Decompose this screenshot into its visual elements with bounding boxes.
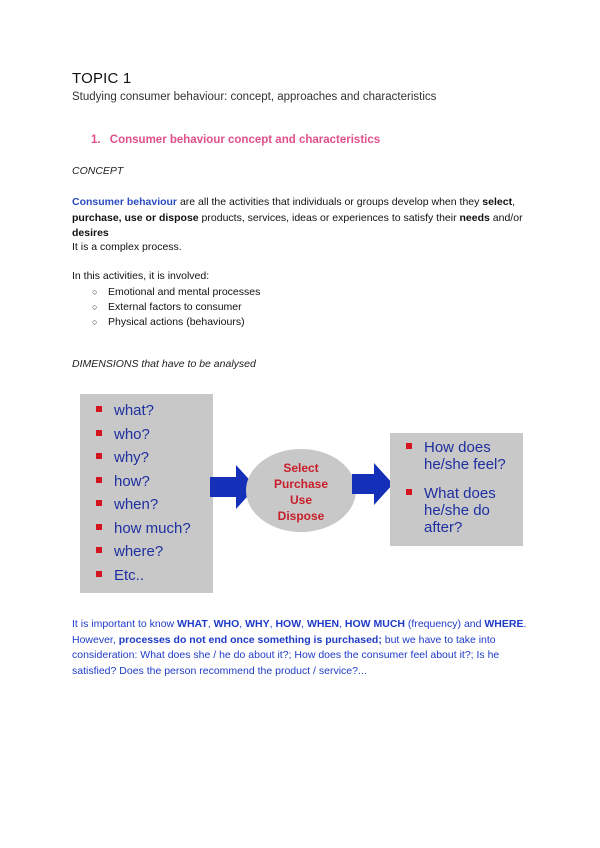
section-heading bbox=[91, 134, 380, 146]
importance-note bbox=[72, 617, 542, 679]
note-text: , bbox=[301, 618, 307, 630]
definition-keyword: select bbox=[482, 196, 513, 208]
question-item: when? bbox=[94, 496, 213, 520]
note-text: . bbox=[523, 618, 527, 630]
note-keyword: WHEN bbox=[306, 618, 340, 630]
definition-term: Consumer behaviour bbox=[72, 196, 178, 208]
note-text: , bbox=[269, 618, 276, 630]
definition-keyword: needs bbox=[459, 211, 490, 224]
question-item: where? bbox=[94, 543, 213, 567]
section-number: 1. bbox=[91, 134, 101, 146]
complex-process-text: It is a complex process. bbox=[72, 241, 182, 253]
definition-keyword: desires bbox=[72, 227, 109, 239]
definition-paragraph bbox=[72, 195, 532, 242]
note-text: but we have to take into consideration: What does she / he do about it?; How does the consumer feel about it?; Is he satisfied? Does the person recommend the product / service?... bbox=[72, 633, 500, 677]
question-item: Etc.. bbox=[94, 567, 213, 591]
topic-subtitle: Studying consumer behaviour: concept, approaches and characteristics bbox=[72, 91, 437, 103]
question-item: how? bbox=[94, 473, 213, 497]
involved-list bbox=[92, 285, 260, 330]
list-item: ○ Emotional and mental processes bbox=[92, 285, 260, 300]
definition-text: and/or bbox=[489, 211, 523, 224]
note-keyword: processes do not end once something is purchased; bbox=[118, 633, 382, 646]
action-item: Dispose bbox=[277, 509, 325, 523]
arrow-right-icon bbox=[352, 463, 394, 505]
note-text: , bbox=[339, 618, 345, 630]
definition-text: are all the activities that individuals or groups develop when they bbox=[177, 196, 483, 208]
involved-intro: In this activities, it is involved: bbox=[72, 270, 210, 282]
topic-title: TOPIC 1 bbox=[72, 70, 132, 87]
note-keyword: HOW bbox=[275, 618, 302, 630]
note-keyword: WHERE bbox=[484, 618, 524, 630]
list-item: ○ External factors to consumer bbox=[92, 300, 260, 315]
question-item: how much? bbox=[94, 520, 213, 544]
action-item: Purchase bbox=[273, 477, 329, 491]
note-keyword: WHAT bbox=[177, 618, 208, 630]
list-item: ○ Physical actions (behaviours) bbox=[92, 315, 260, 330]
actions-ellipse-text bbox=[246, 460, 356, 524]
action-item: Use bbox=[289, 493, 312, 507]
note-keyword: HOW MUCH bbox=[344, 618, 405, 630]
after-item: What does he/she do after? bbox=[404, 485, 523, 536]
note-keyword: WHO bbox=[213, 618, 240, 630]
question-item: why? bbox=[94, 449, 213, 473]
action-item: Select bbox=[283, 461, 319, 475]
question-item: who? bbox=[94, 426, 213, 450]
questions-box bbox=[80, 394, 213, 593]
after-item: How does he/she feel? bbox=[404, 439, 523, 473]
definition-text: , bbox=[512, 196, 515, 208]
definition-text: products, services, ideas or experiences to satisfy their bbox=[198, 211, 460, 224]
note-text: , bbox=[207, 618, 214, 630]
after-box bbox=[390, 433, 523, 546]
note-text: (frequency) and bbox=[405, 618, 485, 630]
definition-keyword: purchase, use or dispose bbox=[72, 211, 199, 224]
note-text: However, bbox=[72, 633, 119, 646]
dimensions-label: DIMENSIONS that have to be analysed bbox=[72, 358, 256, 370]
concept-label: CONCEPT bbox=[72, 165, 124, 177]
note-text: It is important to know bbox=[72, 618, 178, 630]
section-title: Consumer behaviour concept and characteristics bbox=[109, 134, 381, 146]
note-text: , bbox=[239, 618, 246, 630]
question-item: what? bbox=[94, 402, 213, 426]
note-keyword: WHY bbox=[245, 618, 270, 630]
